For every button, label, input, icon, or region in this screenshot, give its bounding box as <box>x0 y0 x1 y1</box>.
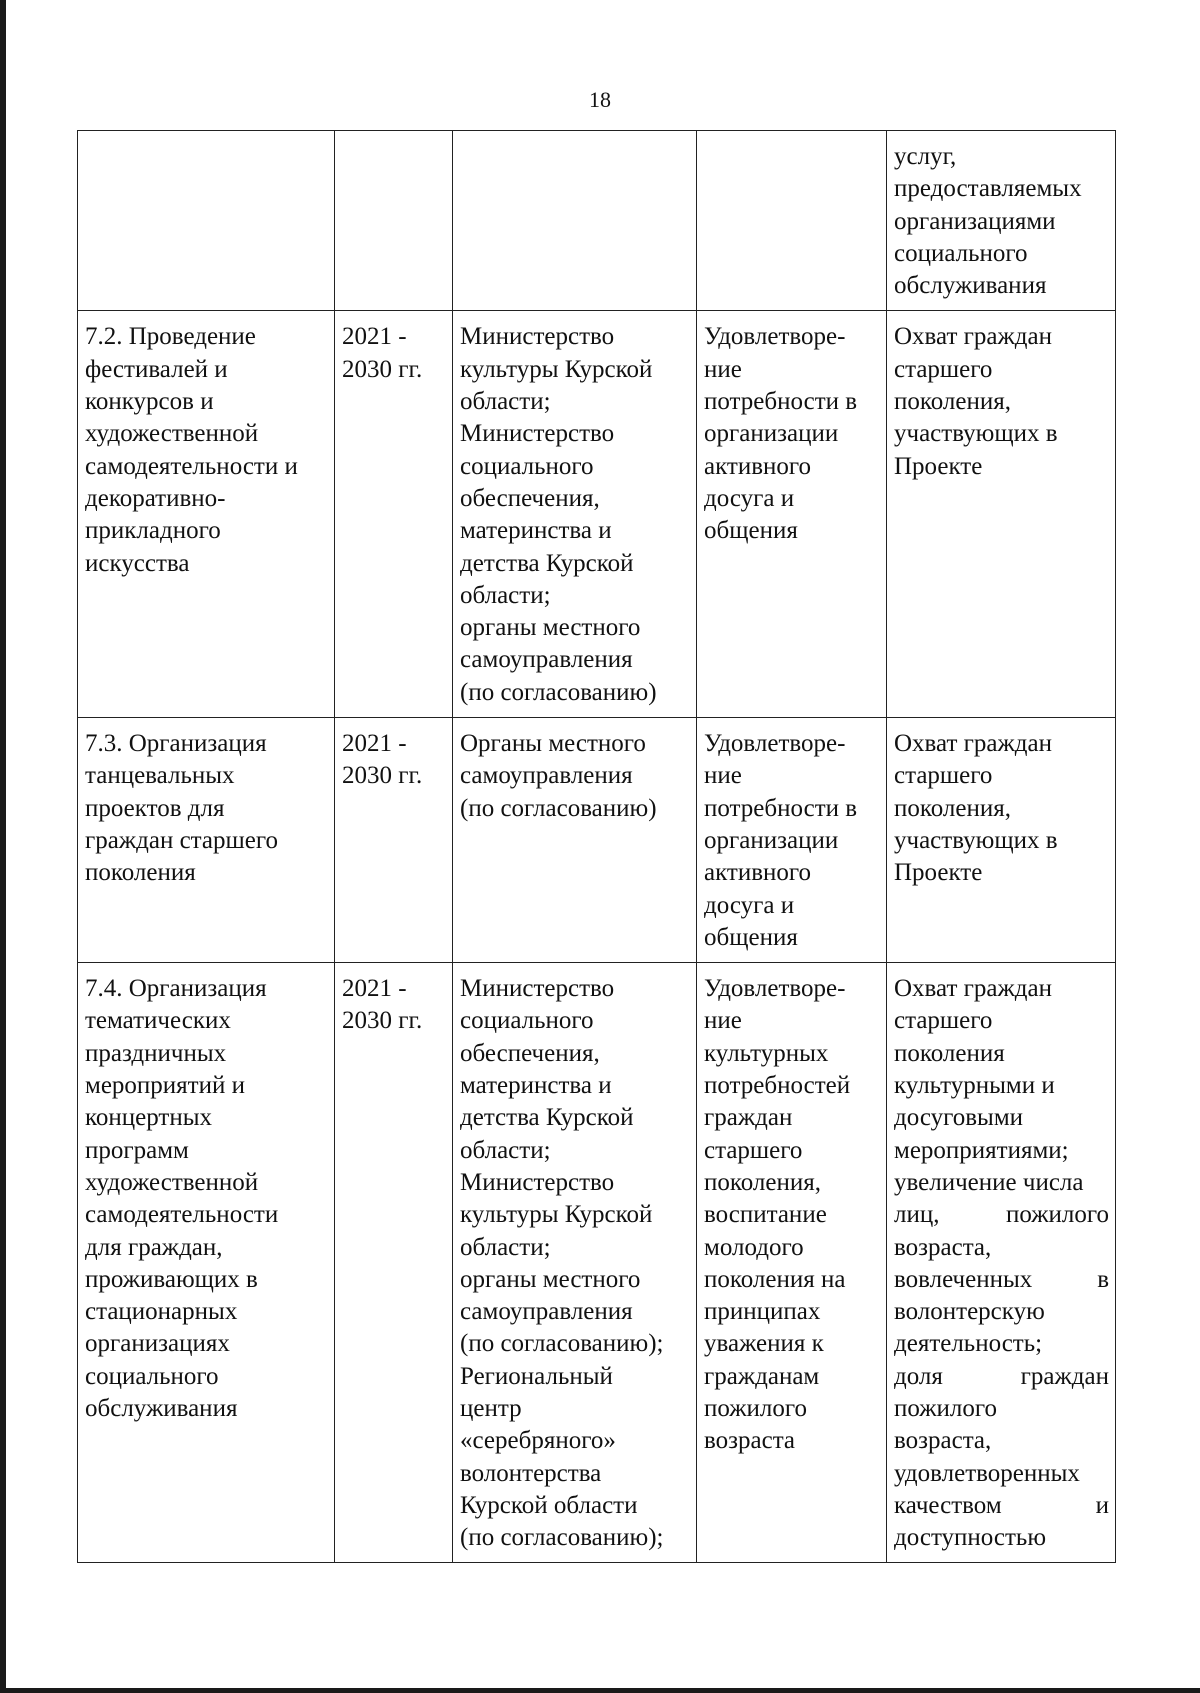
scan-border-left <box>0 0 6 1693</box>
cell-indicator <box>887 311 1116 718</box>
cell-line: доступностью <box>894 1524 1047 1552</box>
cell-line: организации <box>704 420 839 448</box>
cell-line: культуры Курской <box>460 355 653 383</box>
cell-line: возраста, <box>894 1233 992 1261</box>
cell-line: 2030 гг. <box>342 1007 423 1035</box>
cell-line: искусства <box>85 549 190 577</box>
cell-line: деятельность; <box>894 1330 1043 1358</box>
cell-line: организациями <box>894 207 1056 235</box>
cell-line: мероприятий и <box>85 1072 245 1100</box>
cell-line: Удовлетворе- <box>704 323 846 351</box>
cell-line: самоуправления <box>460 646 633 674</box>
cell-line: услуг, <box>894 143 957 170</box>
cell-line: 2030 гг. <box>342 355 423 383</box>
cell-line: (по согласованию); <box>460 1524 664 1552</box>
cell-word: в <box>1097 1265 1109 1293</box>
cell-line: участвующих в <box>894 420 1058 448</box>
cell-line: прикладного <box>85 517 221 545</box>
cell-line: Министерство <box>460 975 615 1003</box>
cell-line: фестивалей и <box>85 355 228 383</box>
cell-executors <box>453 131 697 311</box>
cell-line: 2030 гг. <box>342 762 423 790</box>
table-row <box>78 963 1116 1563</box>
cell-line: удовлетворенных <box>894 1459 1080 1487</box>
cell-line-justified <box>894 1264 1109 1296</box>
cell-line: культурных <box>704 1039 829 1067</box>
cell-line: досуговыми <box>894 1104 1024 1132</box>
cell-result <box>697 963 887 1563</box>
cell-line: волонтерства <box>460 1459 602 1487</box>
cell-line: проектов для <box>85 794 225 822</box>
cell-word: и <box>1095 1491 1109 1519</box>
cell-line: общения <box>704 517 798 545</box>
cell-line: потребности в <box>704 794 858 822</box>
cell-line: Министерство <box>460 420 615 448</box>
cell-line: уважения к <box>704 1330 824 1358</box>
cell-line: праздничных <box>85 1039 227 1067</box>
cell-line: тематических <box>85 1007 231 1035</box>
cell-line: Охват граждан <box>894 975 1052 1003</box>
cell-indicator <box>887 718 1116 963</box>
cell-line: 2021 - <box>342 975 407 1003</box>
cell-line: возраста, <box>894 1427 992 1455</box>
cell-line: ние <box>704 762 742 790</box>
table-row <box>78 131 1116 311</box>
cell-line: 7.2. Проведение <box>85 323 256 351</box>
cell-line: волонтерскую <box>894 1298 1045 1326</box>
cell-line: поколения, <box>704 1168 822 1196</box>
cell-line: самодеятельности <box>85 1201 279 1229</box>
cell-line: социального <box>85 1362 219 1390</box>
cell-period <box>335 131 453 311</box>
cell-indicator <box>887 131 1116 311</box>
cell-line: конкурсов и <box>85 388 214 416</box>
cell-line: поколения, <box>894 388 1012 416</box>
cell-line: Региональный <box>460 1362 613 1390</box>
cell-line: стационарных <box>85 1298 238 1326</box>
cell-line: ние <box>704 355 742 383</box>
cell-line: 7.3. Организация <box>85 730 267 758</box>
cell-line: центр <box>460 1394 522 1422</box>
cell-line: старшего <box>704 1136 803 1164</box>
cell-line: молодого <box>704 1233 804 1261</box>
cell-line: обслуживания <box>894 272 1047 300</box>
cell-line: органы местного <box>460 614 641 642</box>
cell-line: принципах <box>704 1298 821 1326</box>
cell-line: граждан <box>704 1104 793 1132</box>
cell-line: ние <box>704 1007 742 1035</box>
cell-line: потребности в <box>704 388 858 416</box>
cell-line: организациях <box>85 1330 230 1358</box>
cell-line: воспитание <box>704 1201 827 1229</box>
cell-line: Охват граждан <box>894 730 1052 758</box>
cell-line: обслуживания <box>85 1394 238 1422</box>
cell-line: увеличение числа <box>894 1168 1084 1196</box>
cell-line-justified <box>894 1199 1109 1231</box>
cell-line: социального <box>460 1007 594 1035</box>
cell-line: детства Курской <box>460 1104 634 1132</box>
cell-line: 2021 - <box>342 730 407 758</box>
cell-line: общения <box>704 923 798 951</box>
table-row <box>78 718 1116 963</box>
cell-measure <box>78 311 335 718</box>
cell-line: детства Курской <box>460 549 634 577</box>
cell-line: социального <box>460 452 594 480</box>
cell-line: Проекте <box>894 859 983 887</box>
cell-line: области; <box>460 581 551 609</box>
cell-line: материнства и <box>460 1072 612 1100</box>
cell-line: органы местного <box>460 1265 641 1293</box>
measures-table <box>77 130 1116 1563</box>
page-number: 18 <box>589 87 611 112</box>
cell-line: «серебряного» <box>460 1427 616 1455</box>
cell-word: граждан <box>1020 1362 1109 1390</box>
cell-line: Охват граждан <box>894 323 1052 351</box>
cell-measure <box>78 963 335 1563</box>
cell-line: области; <box>460 1136 551 1164</box>
cell-executors <box>453 963 697 1563</box>
cell-line: культурными и <box>894 1072 1055 1100</box>
cell-result <box>697 718 887 963</box>
cell-line: Министерство <box>460 1168 615 1196</box>
cell-line: активного <box>704 859 812 887</box>
cell-line: концертных <box>85 1104 213 1132</box>
cell-period <box>335 311 453 718</box>
cell-line: 7.4. Организация <box>85 975 267 1003</box>
cell-line: (по согласованию); <box>460 1330 664 1358</box>
cell-line: области; <box>460 1233 551 1261</box>
cell-word: пожилого <box>1005 1201 1109 1229</box>
cell-line: декоративно- <box>85 484 226 512</box>
cell-period <box>335 718 453 963</box>
cell-line: поколения, <box>894 794 1012 822</box>
cell-line: Проекте <box>894 452 983 480</box>
cell-line: досуга и <box>704 891 795 919</box>
cell-line: Министерство <box>460 323 615 351</box>
cell-word: доля <box>894 1362 943 1390</box>
cell-line: мероприятиями; <box>894 1136 1069 1164</box>
cell-line: предоставляемых <box>894 175 1082 203</box>
cell-word: качеством <box>894 1491 1002 1519</box>
cell-line: обеспечения, <box>460 1039 600 1067</box>
cell-executors <box>453 311 697 718</box>
cell-period <box>335 963 453 1563</box>
cell-indicator <box>887 963 1116 1563</box>
cell-line-justified <box>894 1490 1109 1522</box>
cell-line: танцевальных <box>85 762 235 790</box>
cell-line: самоуправления <box>460 762 633 790</box>
cell-line-justified <box>894 1361 1109 1393</box>
cell-result <box>697 311 887 718</box>
cell-line: пожилого <box>704 1394 808 1422</box>
cell-line: материнства и <box>460 517 612 545</box>
cell-line: старшего <box>894 1007 993 1035</box>
scan-border-bottom <box>0 1688 1200 1693</box>
cell-line: самоуправления <box>460 1298 633 1326</box>
cell-line: области; <box>460 388 551 416</box>
cell-line: Удовлетворе- <box>704 975 846 1003</box>
table-row <box>78 311 1116 718</box>
cell-line: для граждан, <box>85 1233 223 1261</box>
cell-line: граждан старшего <box>85 826 278 854</box>
cell-line: организации <box>704 826 839 854</box>
cell-result <box>697 131 887 311</box>
cell-line: (по согласованию) <box>460 678 657 706</box>
cell-line: художественной <box>85 1168 259 1196</box>
cell-line: потребностей <box>704 1072 851 1100</box>
cell-line: активного <box>704 452 812 480</box>
cell-measure <box>78 131 335 311</box>
cell-line: старшего <box>894 355 993 383</box>
cell-line: поколения <box>85 859 196 887</box>
cell-word: вовлеченных <box>894 1265 1033 1293</box>
cell-line: пожилого <box>894 1394 998 1422</box>
cell-line: поколения <box>894 1039 1005 1067</box>
cell-line: программ <box>85 1136 189 1164</box>
cell-line: Курской области <box>460 1491 638 1519</box>
cell-line: 2021 - <box>342 323 407 351</box>
cell-line: участвующих в <box>894 826 1058 854</box>
cell-executors <box>453 718 697 963</box>
cell-line: Удовлетворе- <box>704 730 846 758</box>
cell-measure <box>78 718 335 963</box>
cell-line: художественной <box>85 420 259 448</box>
cell-line: поколения на <box>704 1265 846 1293</box>
cell-line: культуры Курской <box>460 1201 653 1229</box>
cell-word: лиц, <box>894 1201 940 1229</box>
cell-line: самодеятельности и <box>85 452 298 480</box>
cell-line: гражданам <box>704 1362 820 1390</box>
cell-line: Органы местного <box>460 730 646 758</box>
cell-line: обеспечения, <box>460 484 600 512</box>
cell-line: возраста <box>704 1427 796 1455</box>
cell-line: досуга и <box>704 484 795 512</box>
cell-line: (по согласованию) <box>460 794 657 822</box>
cell-line: проживающих в <box>85 1265 258 1293</box>
cell-line: старшего <box>894 762 993 790</box>
cell-line: социального <box>894 239 1028 267</box>
